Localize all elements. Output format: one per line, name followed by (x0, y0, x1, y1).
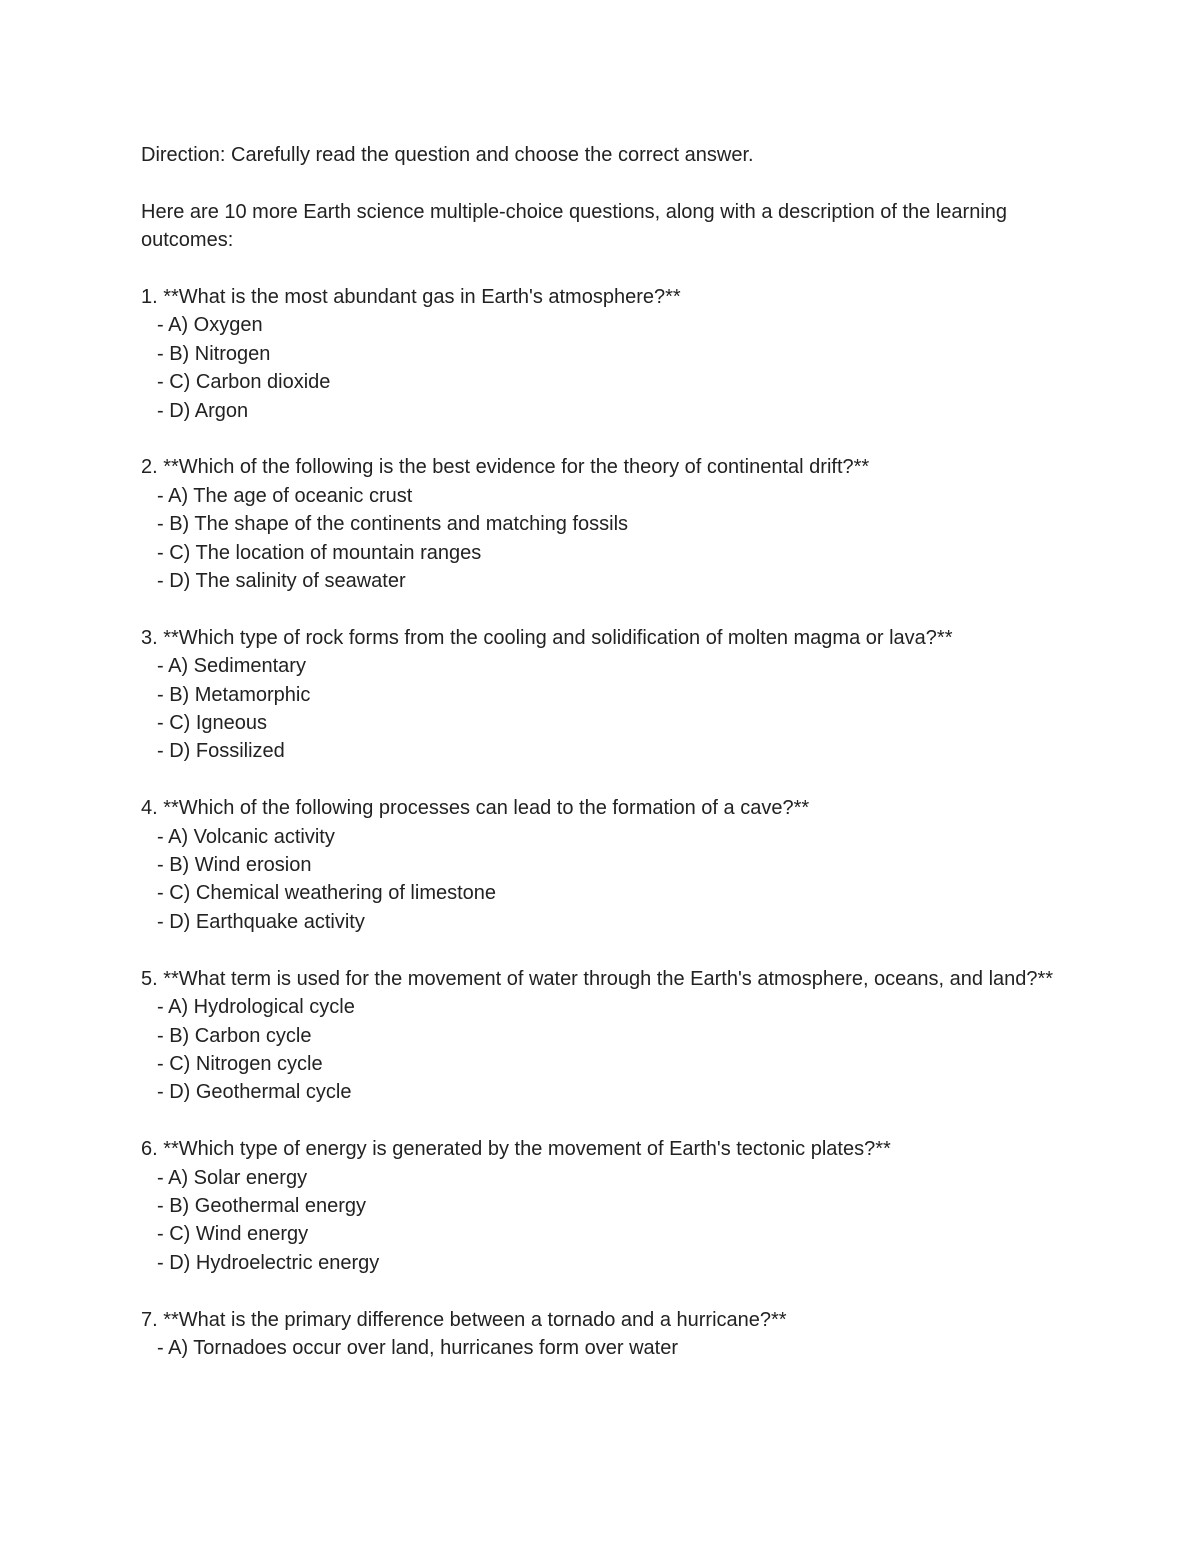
answer-option: - D) Argon (157, 399, 249, 422)
answer-option: - D) The salinity of seawater (157, 570, 406, 593)
answer-option: - A) Hydrological cycle (157, 996, 355, 1019)
answer-option: - D) Geothermal cycle (157, 1081, 352, 1104)
answer-option: - C) Igneous (157, 712, 268, 735)
answer-option: - C) Chemical weathering of limestone (157, 882, 497, 905)
answer-option: - D) Hydroelectric energy (157, 1251, 380, 1274)
question-text: 6. **Which type of energy is generated by the movement of Earth's tectonic plates?** (141, 1138, 891, 1161)
intro-text: Here are 10 more Earth science multiple-choice questions, along with a description of the learning outcomes: (141, 200, 1013, 252)
answer-option: - C) The location of mountain ranges (157, 541, 482, 564)
question-item (141, 965, 1061, 1107)
question-item (141, 453, 1061, 595)
answer-option: - D) Earthquake activity (157, 910, 365, 933)
answer-option: - C) Nitrogen cycle (157, 1052, 323, 1075)
answer-option: - A) Tornadoes occur over land, hurricanes form over water (157, 1336, 678, 1359)
answer-option: - B) Wind erosion (157, 854, 312, 877)
answer-option: - B) Nitrogen (157, 342, 271, 365)
direction-text: Direction: Carefully read the question and choose the correct answer. (141, 144, 754, 166)
question-text: 7. **What is the primary difference between a tornado and a hurricane?** (141, 1308, 787, 1331)
answer-option: - D) Fossilized (157, 740, 285, 763)
question-text: 5. **What term is used for the movement of water through the Earth's atmosphere, oceans, and land?** (141, 967, 1054, 990)
answer-option: - A) Sedimentary (157, 655, 306, 678)
question-item (141, 283, 1061, 425)
answer-option: - B) Carbon cycle (157, 1024, 312, 1047)
question-list (141, 283, 1061, 1362)
answer-option: - C) Carbon dioxide (157, 371, 331, 394)
answer-option: - B) Metamorphic (157, 683, 311, 706)
question-item (141, 794, 1061, 936)
document-page (141, 141, 1061, 1391)
answer-option: - C) Wind energy (157, 1223, 309, 1246)
question-text: 1. **What is the most abundant gas in Earth's atmosphere?** (141, 286, 681, 308)
question-text: 4. **Which of the following processes can lead to the formation of a cave?** (141, 797, 810, 820)
answer-option: - A) Oxygen (157, 314, 263, 337)
question-text: 3. **Which type of rock forms from the cooling and solidification of molten magma or lava?** (141, 626, 953, 649)
question-text: 2. **Which of the following is the best evidence for the theory of continental drift?** (141, 456, 870, 479)
answer-option: - A) Volcanic activity (157, 825, 335, 848)
answer-option: - B) The shape of the continents and matching fossils (157, 513, 629, 536)
question-item (141, 624, 1061, 766)
question-item (141, 1306, 1061, 1363)
answer-option: - A) Solar energy (157, 1166, 308, 1189)
answer-option: - B) Geothermal energy (157, 1194, 366, 1217)
question-item (141, 1135, 1061, 1277)
answer-option: - A) The age of oceanic crust (157, 484, 413, 507)
